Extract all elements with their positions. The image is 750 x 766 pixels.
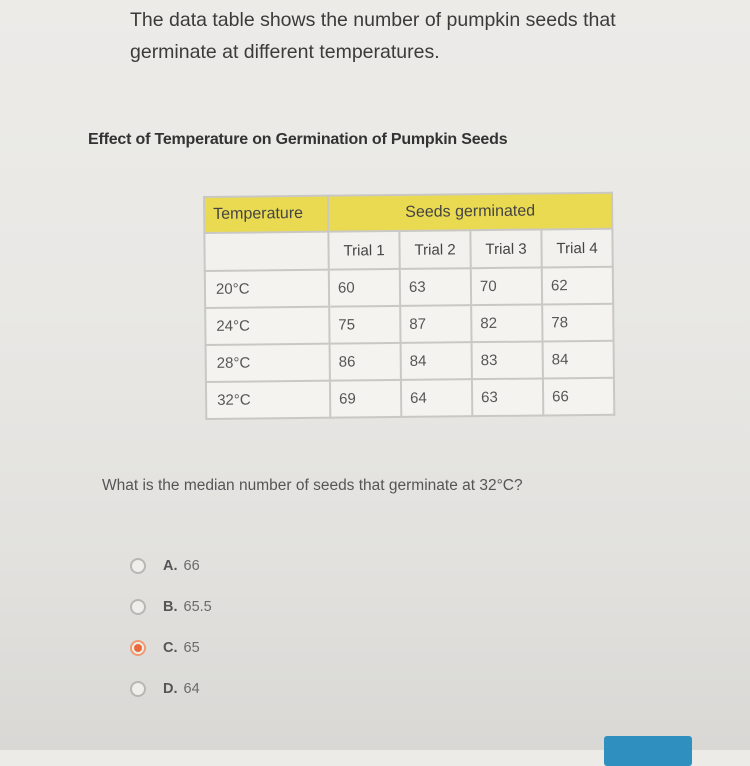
- radio-button[interactable]: [130, 640, 146, 656]
- question-text: What is the median number of seeds that germinate at 32°C?: [102, 477, 523, 494]
- intro-line-1: The data table shows the number of pumpkin seeds that: [130, 9, 616, 31]
- table-row: [206, 341, 614, 382]
- header-blank-cell: [204, 232, 328, 271]
- option-b[interactable]: [130, 586, 212, 627]
- intro-line-2: germinate at different temperatures.: [130, 41, 440, 63]
- option-value: 65: [183, 639, 200, 656]
- table-cell: 70: [471, 267, 542, 305]
- header-temperature: Temperature: [204, 196, 328, 233]
- header-seeds-germinated: Seeds germinated: [328, 193, 612, 232]
- radio-button[interactable]: [130, 558, 146, 574]
- row-temperature: 20°C: [205, 270, 329, 308]
- table-cell: 63: [472, 378, 543, 416]
- table-cell: 63: [400, 268, 471, 306]
- radio-button[interactable]: [130, 681, 146, 697]
- option-letter: A.: [163, 557, 178, 574]
- table-cell: 82: [471, 304, 542, 342]
- table-cell: 62: [542, 267, 613, 305]
- germination-table: [203, 192, 615, 420]
- option-value: 64: [183, 680, 200, 697]
- radio-button[interactable]: [130, 599, 146, 615]
- table-row: [206, 378, 614, 419]
- table-cell: 87: [400, 305, 471, 343]
- table-cell: 84: [543, 341, 614, 379]
- intro-text: [130, 4, 710, 68]
- table-cell: 64: [401, 379, 472, 417]
- table-cell: 78: [542, 304, 613, 342]
- option-a[interactable]: [130, 545, 212, 586]
- table-row: [205, 267, 613, 308]
- table-header-row: [204, 193, 612, 233]
- table-cell: 75: [329, 306, 400, 344]
- option-letter: B.: [163, 598, 178, 615]
- table-row: [205, 304, 613, 345]
- option-letter: C.: [163, 639, 178, 656]
- table-cell: 86: [330, 343, 401, 381]
- table-cell: 66: [543, 378, 614, 416]
- header-trial-1: Trial 1: [328, 231, 399, 270]
- header-trial-2: Trial 2: [399, 230, 470, 269]
- table-cell: 84: [401, 342, 472, 380]
- row-temperature: 32°C: [206, 381, 330, 419]
- row-temperature: 24°C: [205, 307, 329, 345]
- option-c[interactable]: [130, 627, 212, 668]
- header-trial-4: Trial 4: [541, 229, 612, 268]
- option-value: 66: [183, 557, 200, 574]
- table-cell: 69: [330, 380, 401, 418]
- option-value: 65.5: [183, 598, 212, 615]
- table-cell: 60: [329, 269, 400, 307]
- option-d[interactable]: [130, 668, 212, 709]
- submit-button[interactable]: [604, 736, 692, 766]
- table-cell: 83: [472, 341, 543, 379]
- option-letter: D.: [163, 680, 178, 697]
- answer-options: [130, 545, 212, 709]
- table-title: Effect of Temperature on Germination of Pumpkin Seeds: [88, 131, 508, 148]
- table-subheader-row: [204, 229, 612, 271]
- header-trial-3: Trial 3: [470, 229, 541, 268]
- row-temperature: 28°C: [206, 344, 330, 382]
